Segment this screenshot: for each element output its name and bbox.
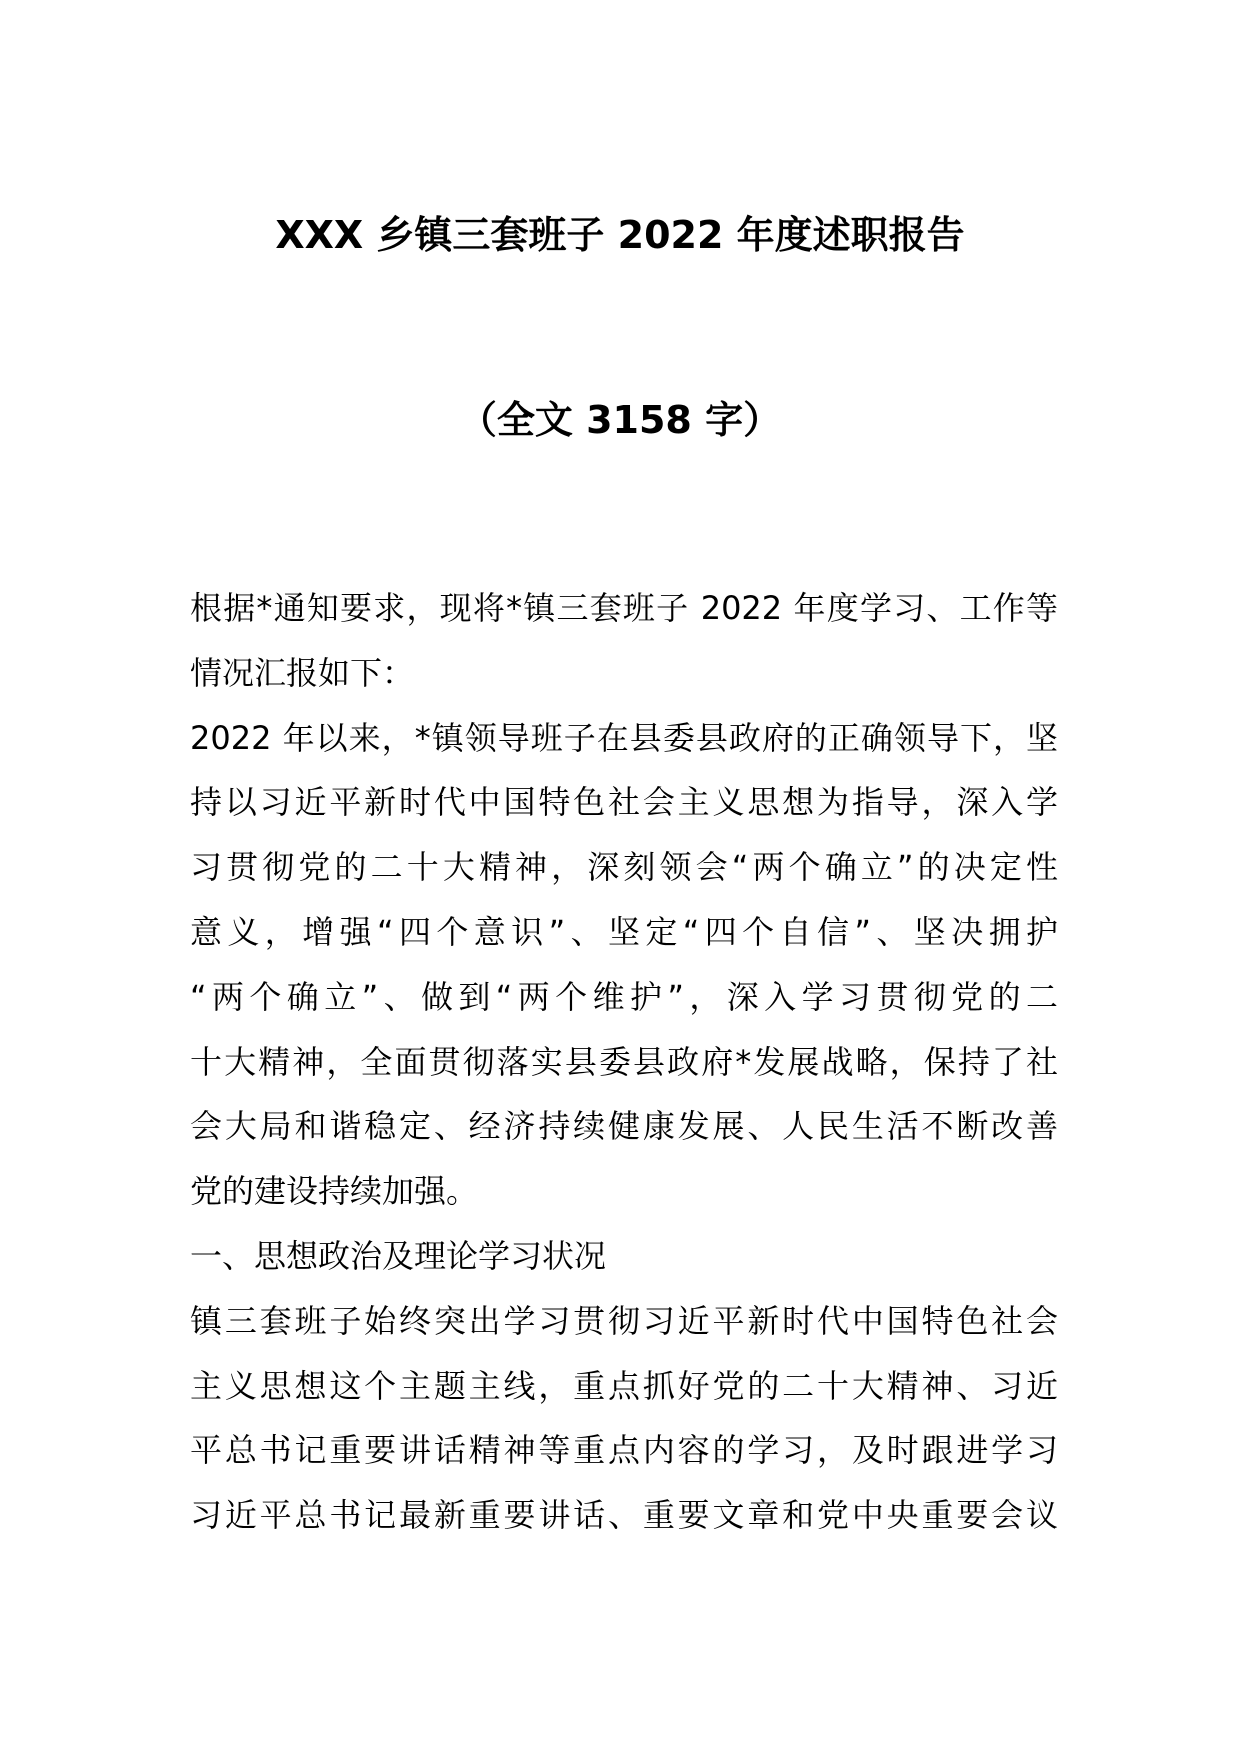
body-line: 主义思想这个主题主线，重点抓好党的二十大精神、习近 [190,1366,1058,1405]
body-line: 习近平总书记最新重要讲话、重要文章和党中央重要会议 [190,1496,1058,1535]
document-subtitle: （全文 3158 字） [458,398,782,442]
body-line: 2022 年以来，*镇领导班子在县委县政府的正确领导下，坚 [190,718,1058,757]
body-line: 意义，增强“四个意识”、坚定“四个自信”、坚决拥护 [190,912,1058,951]
document-body [190,576,1058,1548]
body-line: 平总书记重要讲话精神等重点内容的学习，及时跟进学习 [190,1431,1058,1470]
body-line: 情况汇报如下： [190,653,415,692]
body-line: “两个确立”、做到“两个维护”，深入学习贯彻党的二 [190,977,1058,1016]
document-title: XXX 乡镇三套班子 2022 年度述职报告 [275,213,965,257]
body-line: 一、思想政治及理论学习状况 [190,1236,607,1275]
body-line: 党的建设持续加强。 [190,1172,479,1211]
body-line: 镇三套班子始终突出学习贯彻习近平新时代中国特色社会 [190,1301,1058,1340]
body-line: 持以习近平新时代中国特色社会主义思想为指导，深入学 [190,783,1058,822]
body-line: 习贯彻党的二十大精神，深刻领会“两个确立”的决定性 [190,848,1058,887]
body-line: 会大局和谐稳定、经济持续健康发展、人民生活不断改善 [190,1107,1058,1146]
body-line: 十大精神，全面贯彻落实县委县政府*发展战略，保持了社 [190,1042,1058,1081]
body-line: 根据*通知要求，现将*镇三套班子 2022 年度学习、工作等 [190,589,1058,627]
